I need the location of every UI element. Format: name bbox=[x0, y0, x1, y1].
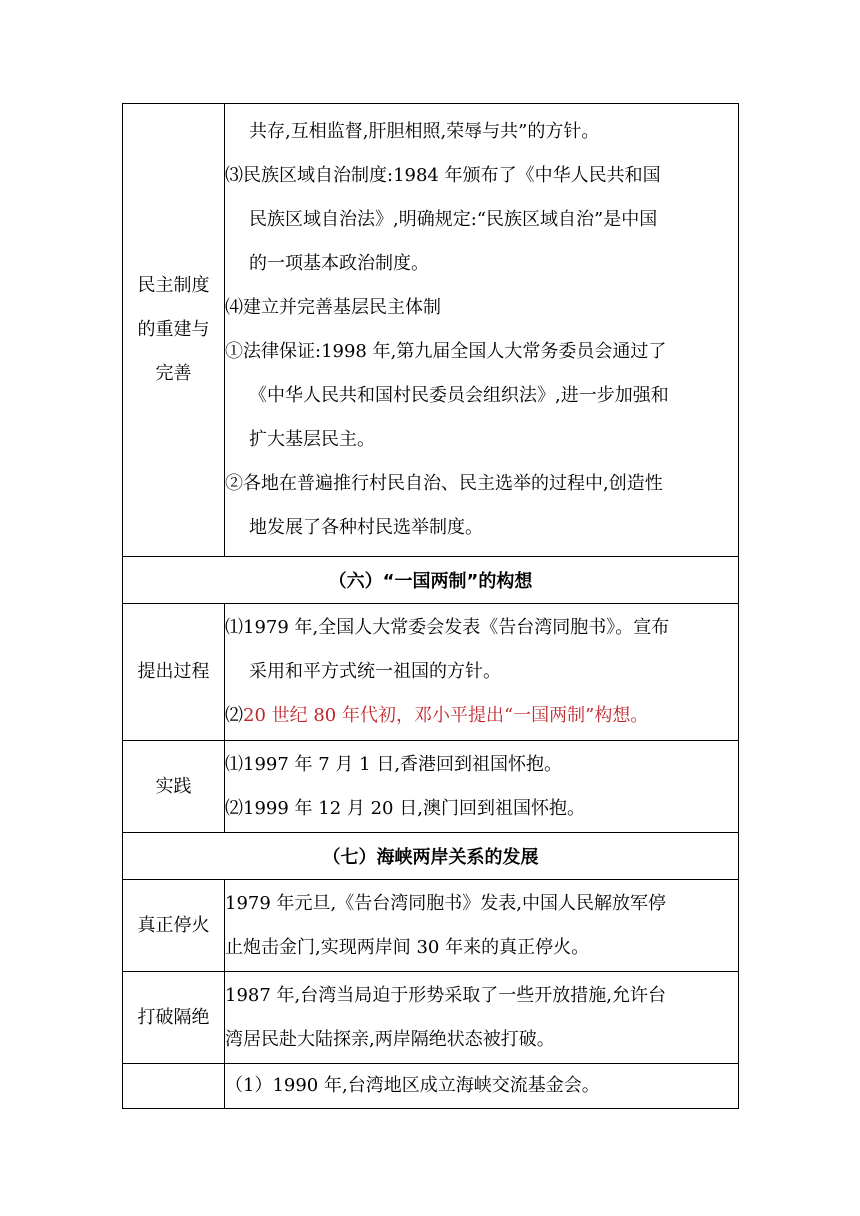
content-line: ⑴1979 年,全国人大常委会发表《告台湾同胞书》。宣布 bbox=[225, 617, 670, 638]
content-line: ⑵1999 年 12 月 20 日,澳门回到祖国怀抱。 bbox=[225, 797, 585, 819]
label-line: 的重建与 bbox=[137, 319, 210, 340]
notes-table bbox=[122, 103, 739, 1109]
content-line: 《中华人民共和国村民委员会组织法》,进一步加强和 bbox=[249, 385, 669, 406]
section-title: （六）“一国两制”的构想 bbox=[123, 557, 739, 604]
content-line: ⑷建立并完善基层民主体制 bbox=[225, 297, 441, 318]
row-content-democracy bbox=[225, 104, 739, 557]
content-line: 止炮击金门,实现两岸间 30 年来的真正停火。 bbox=[225, 936, 590, 958]
section-header-row bbox=[123, 557, 739, 604]
content-line: ①法律保证:1998 年,第九届全国人大常务委员会通过了 bbox=[225, 341, 667, 362]
table-row-democracy bbox=[123, 104, 739, 557]
table-row-exchange bbox=[123, 1064, 739, 1109]
table-row-ceasefire bbox=[123, 880, 739, 972]
content-line: ②各地在普遍推行村民自治、民主选举的过程中,创造性 bbox=[225, 473, 663, 494]
content-line: 民族区域自治法》,明确规定:“民族区域自治”是中国 bbox=[249, 209, 658, 230]
content-line: 扩大基层民主。 bbox=[249, 429, 375, 450]
section-title: （七）海峡两岸关系的发展 bbox=[123, 833, 739, 880]
row-content-exchange bbox=[225, 1064, 739, 1109]
content-line: （1）1990 年,台湾地区成立海峡交流基金会。 bbox=[225, 1075, 600, 1096]
row-label-democracy bbox=[123, 104, 225, 557]
content-line: 的一项基本政治制度。 bbox=[249, 253, 429, 274]
content-line: 地发展了各种村民选举制度。 bbox=[249, 517, 483, 538]
row-label-proposal: 提出过程 bbox=[123, 604, 225, 741]
section-header-row bbox=[123, 833, 739, 880]
row-content-ceasefire bbox=[225, 880, 739, 972]
row-label-ceasefire: 真正停火 bbox=[123, 880, 225, 972]
highlight-text: 20 世纪 80 年代初，邓小平提出“一国两制”构想。 bbox=[243, 705, 649, 726]
content-line: ⑶民族区域自治制度:1984 年颁布了《中华人民共和国 bbox=[225, 165, 661, 186]
row-label-break-isolation: 打破隔绝 bbox=[123, 972, 225, 1064]
label-line: 完善 bbox=[155, 363, 192, 384]
content-line: 1987 年,台湾当局迫于形势采取了一些开放措施,允许台 bbox=[225, 984, 666, 1006]
content-line: ⑴1997 年 7 月 1 日,香港回到祖国怀抱。 bbox=[225, 753, 563, 775]
row-label-exchange bbox=[123, 1064, 225, 1109]
table-row-proposal bbox=[123, 604, 739, 741]
label-line: 民主制度 bbox=[137, 275, 210, 296]
content-line-highlight bbox=[225, 694, 738, 738]
table-row-practice bbox=[123, 741, 739, 833]
row-label-practice: 实践 bbox=[123, 741, 225, 833]
row-content-proposal bbox=[225, 604, 739, 741]
content-line: 共存,互相监督,肝胆相照,荣辱与共”的方针。 bbox=[249, 121, 600, 142]
highlight-prefix: ⑵ bbox=[225, 705, 243, 726]
content-line: 湾居民赴大陆探亲,两岸隔绝状态被打破。 bbox=[225, 1028, 555, 1050]
table-row-break-isolation bbox=[123, 972, 739, 1064]
row-content-break-isolation bbox=[225, 972, 739, 1064]
content-line: 采用和平方式统一祖国的方针。 bbox=[249, 661, 501, 682]
row-content-practice bbox=[225, 741, 739, 833]
content-line: 1979 年元旦,《告台湾同胞书》发表,中国人民解放军停 bbox=[225, 892, 666, 914]
